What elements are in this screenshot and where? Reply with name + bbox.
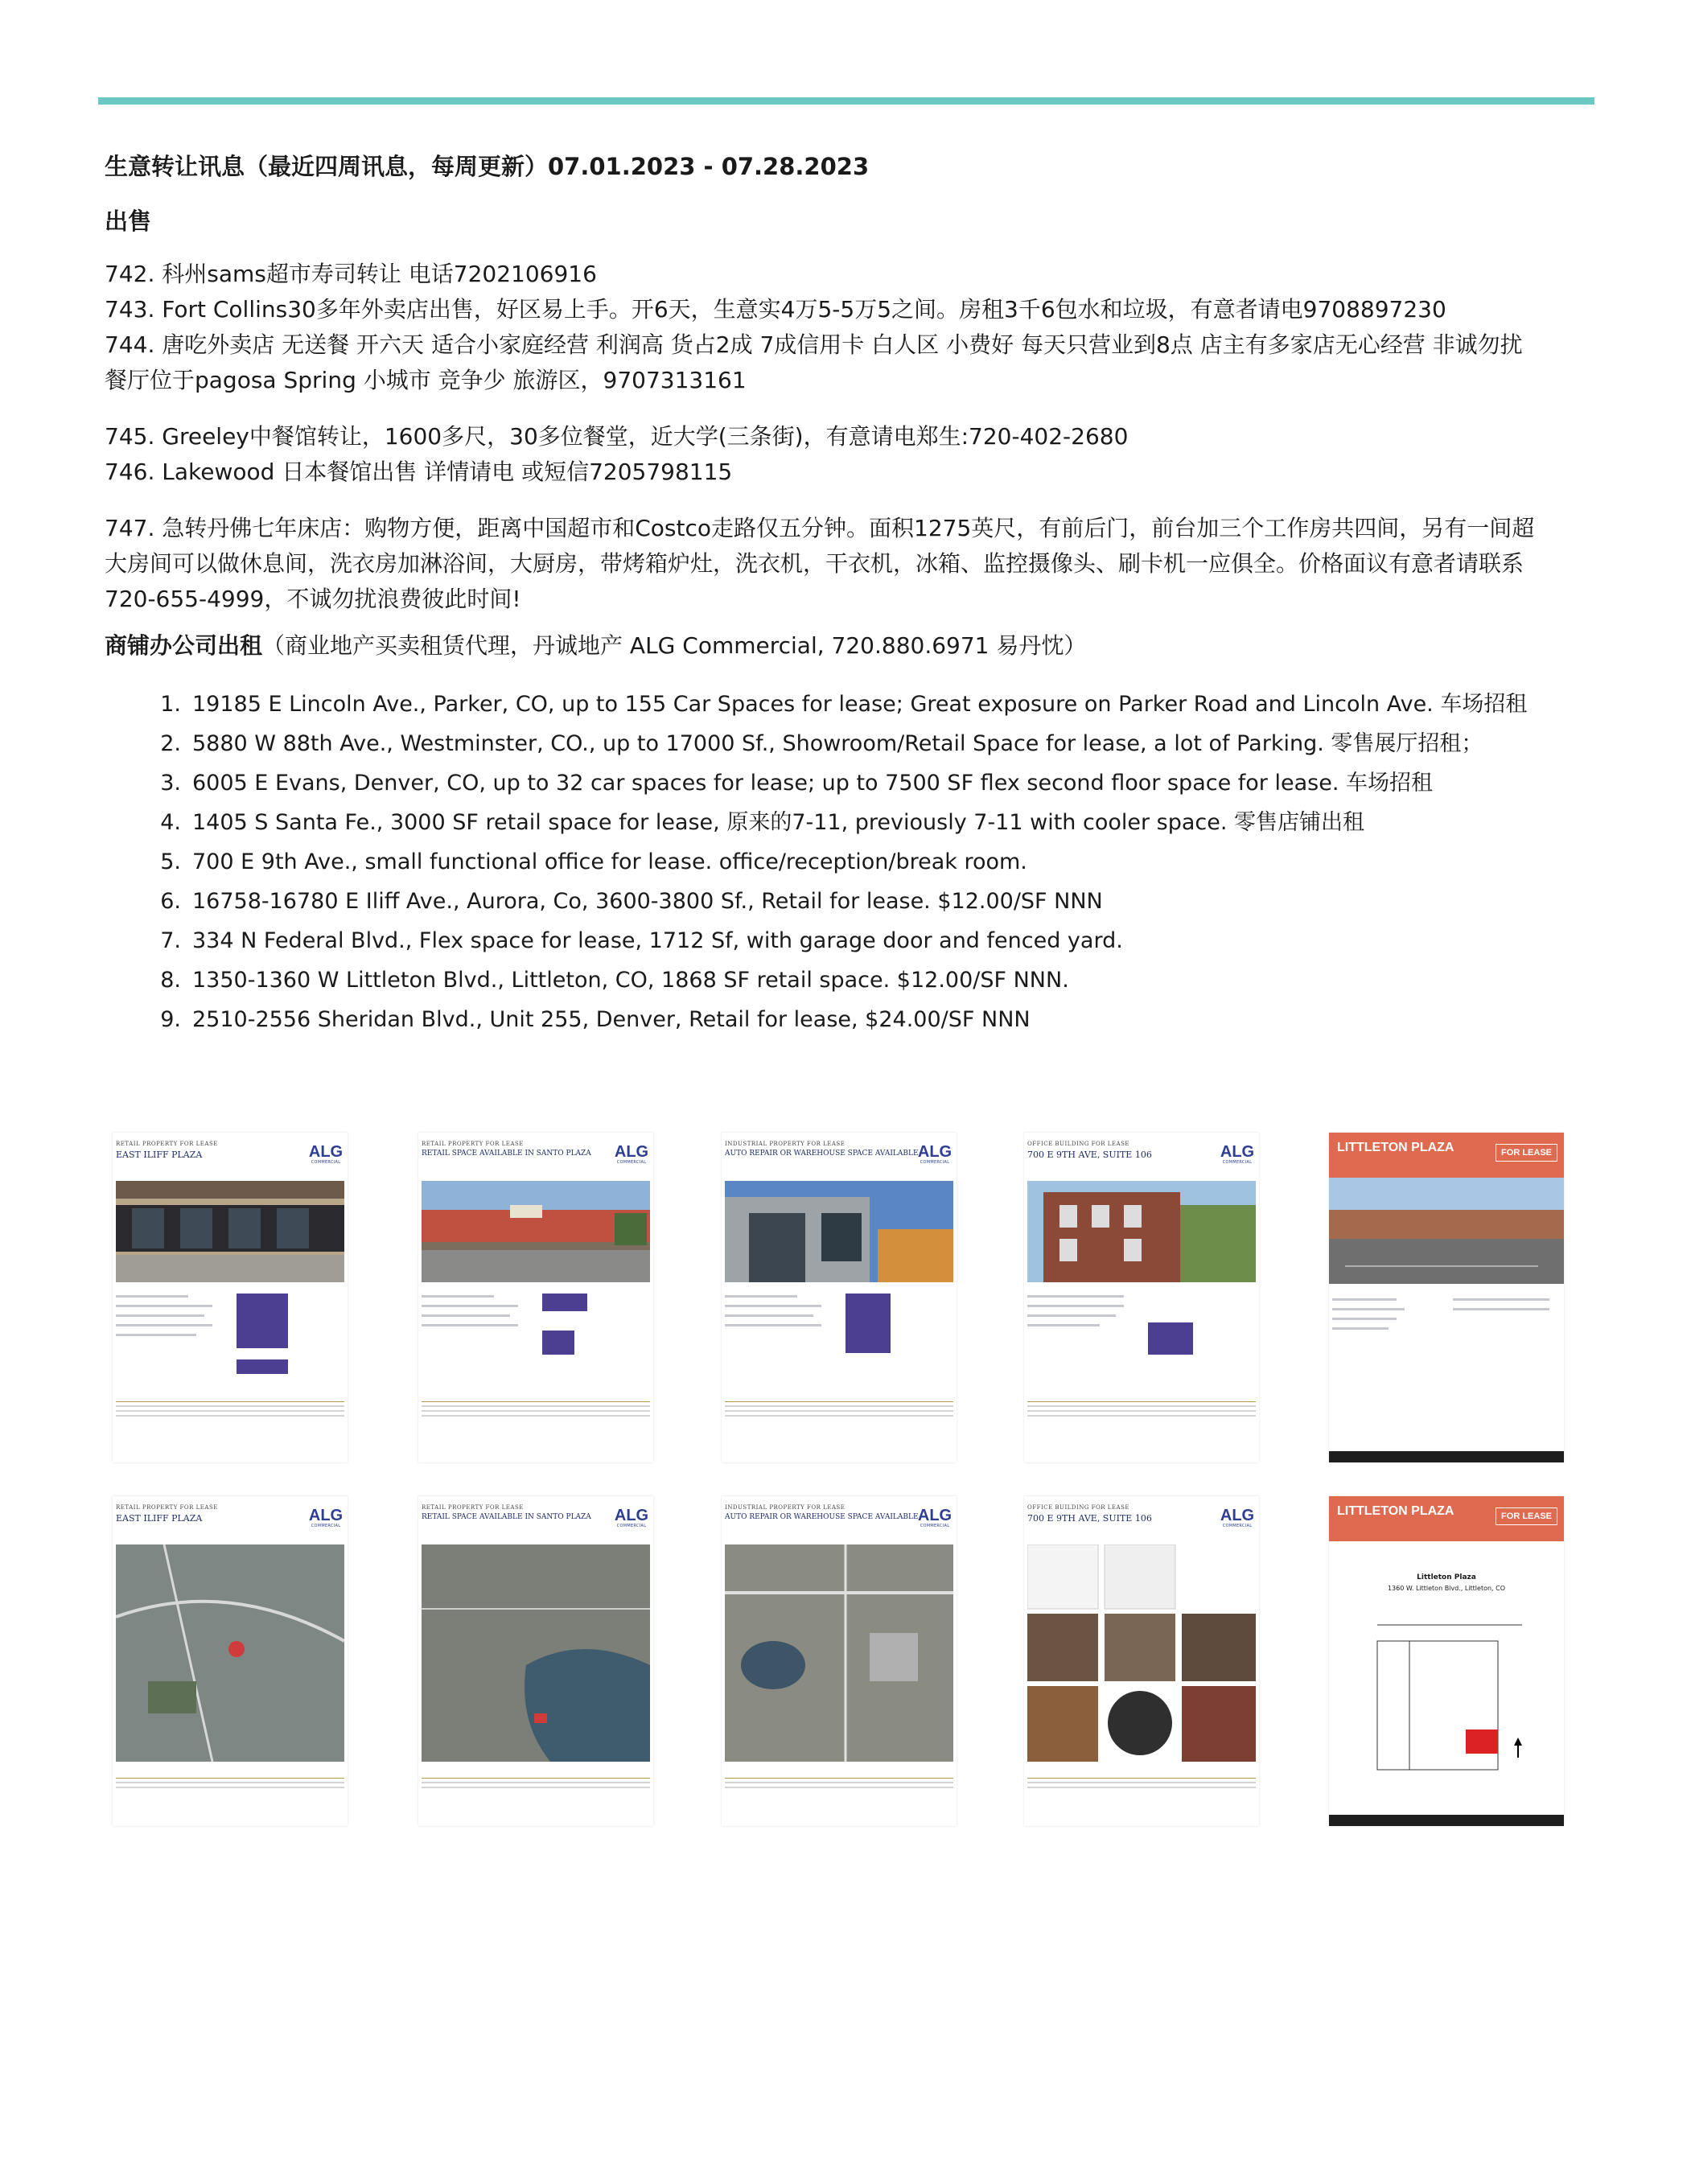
alg-logo: ALG COMMERCIAL: [308, 1507, 344, 1528]
flyer-tag: INDUSTRIAL PROPERTY FOR LEASE: [725, 1504, 846, 1511]
rent-subtitle: （商业地产买卖租赁代理，丹诚地产 ALG Commercial, 720.880.6971 易丹忱）: [262, 632, 1087, 659]
parking-lot-photo: [1329, 1178, 1564, 1284]
listing-747-cont: 大房间可以做休息间，洗衣房加淋浴间，大厨房，带烤箱炉灶，洗衣机，干衣机，冰箱、监控摄像头、刷卡机一应俱全。价格面议有意者请联系: [105, 550, 1524, 577]
list-item: [105, 882, 1569, 921]
list-text: 5880 W 88th Ave., Westminster, CO., up to 17000 Sf., Showroom/Retail Space for lease, a lot of Parking. 零售展厅招租；: [192, 731, 1483, 756]
list-text: 334 N Federal Blvd., Flex space for lease, 1712 Sf, with garage door and fenced yard.: [192, 928, 1123, 953]
flyer-auto-repair-map: [722, 1496, 957, 1826]
flyer-title: EAST ILIFF PLAZA: [116, 1150, 203, 1160]
list-number: 6.: [160, 889, 181, 914]
flyer-title: EAST ILIFF PLAZA: [116, 1513, 203, 1524]
alg-logo: ALG COMMERCIAL: [614, 1507, 649, 1528]
flyer-700-e-9th-photos: [1024, 1496, 1259, 1826]
for-lease-badge: FOR LEASE: [1496, 1507, 1557, 1525]
flyer-tag: RETAIL PROPERTY FOR LEASE: [116, 1141, 218, 1147]
flyer-700-e-9th: [1024, 1133, 1259, 1462]
storefront-photo: [116, 1181, 344, 1282]
flyer-littleton-site-plan: [1329, 1496, 1564, 1826]
list-number: 3.: [160, 771, 181, 796]
site-plan-title: Littleton Plaza: [1417, 1573, 1476, 1581]
list-text: 6005 E Evans, Denver, CO, up to 32 car spaces for lease; up to 7500 SF flex second floor space for lease. 车场招租: [192, 771, 1433, 796]
flyer-tag: RETAIL PROPERTY FOR LEASE: [422, 1504, 524, 1511]
flyer-title: 700 E 9TH AVE, SUITE 106: [1027, 1513, 1152, 1524]
alg-logo: ALG COMMERCIAL: [614, 1143, 649, 1165]
list-text: 1350-1360 W Littleton Blvd., Littleton, CO, 1868 SF retail space. $12.00/SF NNN.: [192, 968, 1069, 993]
alg-logo: ALG COMMERCIAL: [917, 1507, 952, 1528]
list-text: 16758-16780 E Iliff Ave., Aurora, Co, 3600-3800 Sf., Retail for lease. $12.00/SF NNN: [192, 889, 1103, 914]
listing-744: 744. 唐吃外卖店 无送餐 开六天 适合小家庭经营 利润高 货占2成 7成信用卡 白人区 小费好 每天只营业到8点 店主有多家店无心经营 非诚勿扰: [105, 331, 1523, 358]
list-number: 9.: [160, 1007, 181, 1032]
list-item: [105, 1000, 1569, 1039]
flyer-title: RETAIL SPACE AVAILABLE IN SANTO PLAZA: [422, 1150, 591, 1158]
flyer-tag: RETAIL PROPERTY FOR LEASE: [422, 1141, 524, 1147]
sale-section-title: 出售: [105, 208, 152, 235]
list-item: [105, 724, 1569, 763]
site-plan-drawing: [1369, 1609, 1530, 1794]
flyer-title: LITTLETON PLAZA: [1337, 1504, 1454, 1518]
listing-743: 743. Fort Collins30多年外卖店出售，好区易上手。开6天，生意实4万5-5万5之间。房租3千6包水和垃圾，有意者请电9708897230: [105, 296, 1446, 323]
flyer-title: AUTO REPAIR OR WAREHOUSE SPACE AVAILABLE: [725, 1150, 919, 1158]
flyer-tag: RETAIL PROPERTY FOR LEASE: [116, 1504, 218, 1511]
rent-list: [105, 685, 1569, 1039]
list-number: 8.: [160, 968, 181, 993]
flyer-auto-repair: [722, 1133, 957, 1462]
list-item: [105, 842, 1569, 882]
aerial-map: [422, 1544, 650, 1762]
office-building-photo: [1027, 1181, 1256, 1282]
flyer-title: AUTO REPAIR OR WAREHOUSE SPACE AVAILABLE: [725, 1513, 919, 1521]
flyer-santo-plaza: [418, 1133, 653, 1462]
listing-747-cont2: 720-655-4999，不诚勿扰浪费彼此时间!: [105, 586, 521, 612]
list-text: 19185 E Lincoln Ave., Parker, CO, up to 155 Car Spaces for lease; Great exposure on Parker Road and Lincoln Ave. 车场招租: [192, 692, 1528, 717]
flyer-title: RETAIL SPACE AVAILABLE IN SANTO PLAZA: [422, 1513, 591, 1521]
alg-logo: ALG COMMERCIAL: [1220, 1507, 1255, 1528]
alg-logo: ALG COMMERCIAL: [308, 1143, 344, 1165]
flyer-santo-plaza-map: [418, 1496, 653, 1826]
listing-747: 747. 急转丹佛七年床店：购物方便，距离中国超市和Costco走路仅五分钟。面积1275英尺，有前后门，前台加三个工作房共四间，另有一间超: [105, 515, 1535, 541]
rent-section-title: [105, 628, 1569, 664]
page-heading: 生意转让讯息（最近四周讯息，每周更新）07.01.2023 - 07.28.2023: [105, 153, 870, 180]
aerial-map: [116, 1544, 344, 1762]
list-number: 5.: [160, 849, 181, 874]
rent-title: 商铺办公司出租: [105, 632, 263, 659]
flyer-title: 700 E 9TH AVE, SUITE 106: [1027, 1150, 1152, 1160]
flyer-grid: [113, 1133, 1569, 1832]
list-text: 1405 S Santa Fe., 3000 SF retail space for lease, 原来的7-11, previously 7-11 with cooler space. 零售店铺出租: [192, 810, 1365, 835]
listing-746: 746. Lakewood 日本餐馆出售 详情请电 或短信7205798115: [105, 459, 733, 485]
for-lease-badge: FOR LEASE: [1496, 1144, 1557, 1162]
list-number: 7.: [160, 928, 181, 953]
flyer-tag: INDUSTRIAL PROPERTY FOR LEASE: [725, 1141, 846, 1147]
flyer-littleton-plaza: [1329, 1133, 1564, 1462]
listing-744-cont: 餐厅位于pagosa Spring 小城市 竞争少 旅游区，9707313161: [105, 367, 747, 393]
list-item: [105, 921, 1569, 960]
alg-logo: ALG COMMERCIAL: [917, 1143, 952, 1165]
interior-photo-collage: [1027, 1544, 1256, 1762]
flyer-east-iliff-map: [113, 1496, 348, 1826]
listing-742: 742. 科州sams超市寿司转让 电话7202106916: [105, 261, 597, 287]
listing-content: [105, 147, 1569, 1039]
aerial-map: [725, 1544, 953, 1762]
list-number: 2.: [160, 731, 181, 756]
list-number: 4.: [160, 810, 181, 835]
list-item: [105, 685, 1569, 724]
list-item: [105, 763, 1569, 803]
flyer-title: LITTLETON PLAZA: [1337, 1141, 1454, 1154]
warehouse-photo: [725, 1181, 953, 1282]
shopping-plaza-photo: [422, 1181, 650, 1282]
top-divider: [98, 97, 1594, 105]
flyer-tag: OFFICE BUILDING FOR LEASE: [1027, 1141, 1129, 1147]
list-number: 1.: [160, 692, 181, 717]
list-text: 700 E 9th Ave., small functional office for lease. office/reception/break room.: [192, 849, 1027, 874]
listing-745: 745. Greeley中餐馆转让，1600多尺，30多位餐堂，近大学(三条街)，有意请电郑生:720-402-2680: [105, 423, 1129, 450]
flyer-east-iliff: [113, 1133, 348, 1462]
flyer-tag: OFFICE BUILDING FOR LEASE: [1027, 1504, 1129, 1511]
list-text: 2510-2556 Sheridan Blvd., Unit 255, Denver, Retail for lease, $24.00/SF NNN: [192, 1007, 1031, 1032]
alg-logo: ALG COMMERCIAL: [1220, 1143, 1255, 1165]
list-item: [105, 960, 1569, 1000]
site-plan-address: 1360 W. Littleton Blvd., Littleton, CO: [1387, 1585, 1506, 1592]
list-item: [105, 803, 1569, 842]
